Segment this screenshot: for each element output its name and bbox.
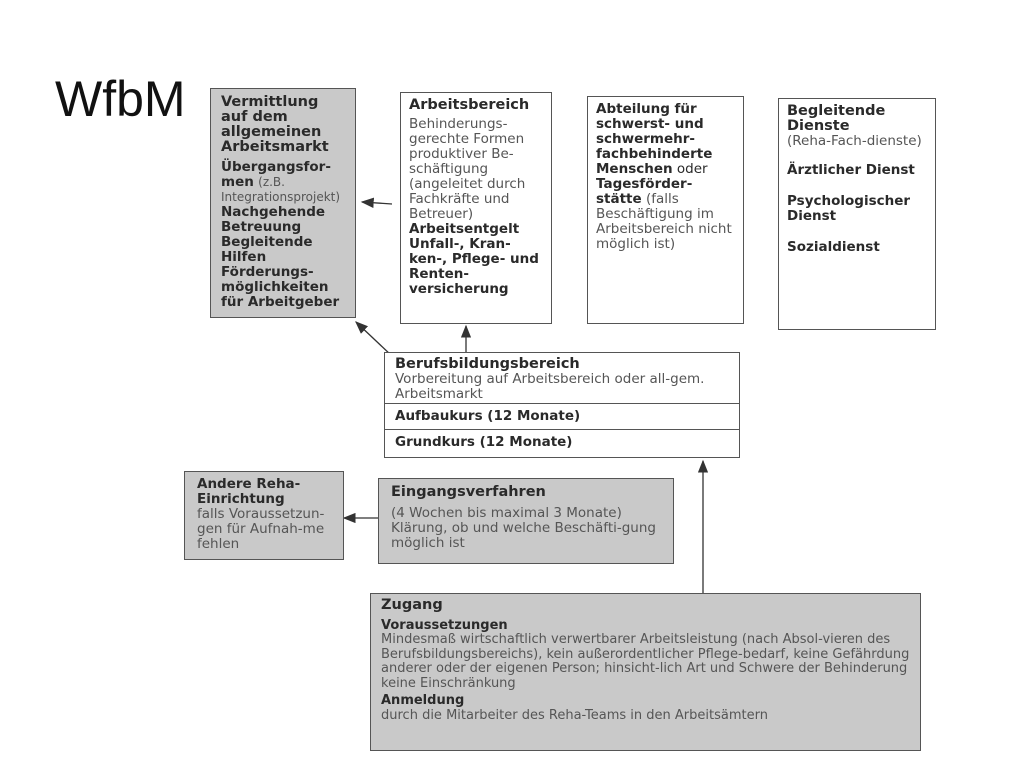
slide-title: WfbM <box>55 71 186 127</box>
other-rehab-note: falls Voraussetzun-gen für Aufnah-me fehlen <box>197 506 325 552</box>
transition-label: Übergangsfor-men <box>221 159 331 190</box>
service-item: Ärztlicher Dienst <box>787 162 915 178</box>
severe-department-box <box>587 96 744 324</box>
work-area-description: Behinderungs-gerechte Formen produktiver Be-schäftigung (angeleitet durch Fachkräfte und Betreuer) <box>409 116 526 222</box>
arrow-vocational-to-placement <box>356 322 392 356</box>
severe-department-note: (falls Beschäftigung im Arbeitsbereich nicht möglich ist) <box>596 191 732 252</box>
transition-note: (z.B. Integrationsprojekt) <box>221 175 341 204</box>
services-box <box>778 98 936 330</box>
placement-item: Nachgehende Betreuung <box>221 204 326 235</box>
entry-procedure-box <box>378 478 674 564</box>
placement-box <box>210 88 356 318</box>
vocational-description: Vorbereitung auf Arbeitsbereich oder all-gem. Arbeitsmarkt <box>395 371 705 402</box>
registration-heading: Anmeldung <box>381 693 465 708</box>
work-area-box <box>400 92 552 324</box>
registration-text: durch die Mitarbeiter des Reha-Teams in den Arbeitsämtern <box>381 707 768 723</box>
requirements-heading: Voraussetzungen <box>381 617 508 633</box>
vocational-heading: Berufsbildungsbereich <box>395 356 580 372</box>
access-heading: Zugang <box>381 597 443 613</box>
services-heading: Begleitende Dienste <box>787 103 886 134</box>
placement-heading: Vermittlung auf dem allgemeinen Arbeitsmarkt <box>221 94 329 155</box>
service-item: Sozialdienst <box>787 239 880 255</box>
work-area-heading: Arbeitsbereich <box>409 97 530 113</box>
severe-department-heading: Abteilung für schwerst- und schwermehr-fachbehinderte Menschen <box>596 101 713 177</box>
other-rehab-heading: Andere Reha-Einrichtung <box>197 476 301 507</box>
access-box <box>370 593 921 751</box>
basic-course: Grundkurs (12 Monate) <box>385 429 739 455</box>
placement-item: Begleitende Hilfen <box>221 234 313 265</box>
work-area-pay: Arbeitsentgelt <box>409 221 520 237</box>
entry-duration: (4 Wochen bis maximal 3 Monate) <box>391 505 622 521</box>
advanced-course: Aufbaukurs (12 Monate) <box>385 403 739 429</box>
severe-department-connector: oder <box>676 161 708 177</box>
day-care-facility: Tagesförder-stätte <box>596 176 693 207</box>
other-rehab-box <box>184 471 344 560</box>
vocational-training-box <box>384 352 740 458</box>
services-note: (Reha-Fach-dienste) <box>787 133 922 149</box>
requirements-text: Mindesmaß wirtschaftlich verwertbarer Arbeitsleistung (nach Absol-vieren des Berufsbildungsbereichs), kein außerordentlicher Pflege-bedarf, keine Gefährdung anderer oder der eigenen Person; hinsicht-lich Art und Schwere der Behinderung keine Einschränkung <box>381 632 910 691</box>
placement-item: Förderungs-möglichkeiten für Arbeitgeber <box>221 264 340 310</box>
entry-heading: Eingangsverfahren <box>391 484 546 500</box>
service-item: Psychologischer Dienst <box>787 193 911 224</box>
work-area-insurance: Unfall-, Kran-ken-, Pflege- und Renten-versicherung <box>409 236 539 297</box>
entry-description: Klärung, ob und welche Beschäfti-gung möglich ist <box>391 520 656 551</box>
arrow-work-to-placement <box>362 202 392 204</box>
